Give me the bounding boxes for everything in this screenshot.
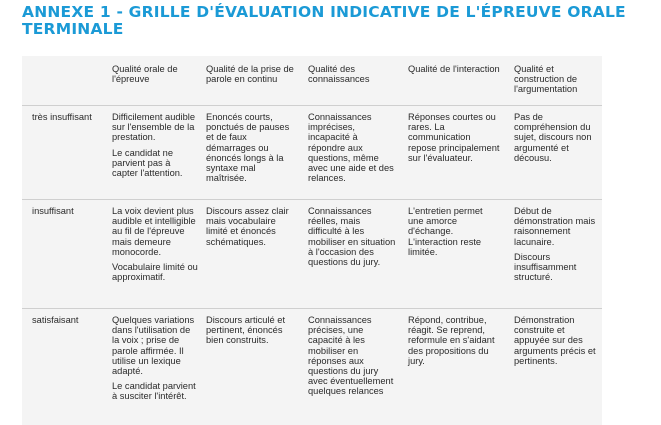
cell-paragraph: La voix devient plus audible et intelligible au fil de l'épreuve mais demeure monocorde. — [112, 206, 196, 257]
table-cell — [206, 112, 296, 183]
table-cell — [206, 315, 296, 346]
cell-paragraph: Enoncés courts, ponctués de pauses et de faux démarrages ou énoncés longs à la syntaxe mal maîtrisée. — [206, 112, 290, 184]
table-cell — [308, 315, 396, 397]
cell-paragraph: Démonstration construite et appuyée sur des arguments précis et pertinents. — [514, 315, 596, 366]
table-cell — [112, 206, 198, 282]
cell-paragraph: Répond, contribue, réagit. Se reprend, reformule en s'aidant des propositions du jury. — [408, 315, 495, 366]
cell-paragraph: Vocabulaire limité ou approximatif. — [112, 262, 198, 283]
table-cell — [408, 315, 500, 366]
cell-paragraph: Début de démonstration mais raisonnement lacunaire. — [514, 206, 596, 247]
column-header — [308, 64, 396, 84]
cell-paragraph: Discours articulé et pertinent, énoncés bien construits. — [206, 315, 286, 346]
table-cell — [112, 112, 198, 178]
table-cell — [308, 206, 396, 267]
cell-paragraph: Connaissances imprécises, incapacité à répondre aux questions, même avec une aide et des relances. — [308, 112, 394, 184]
row-label-text: satisfaisant — [32, 315, 79, 325]
cell-paragraph: Connaissances précises, une capacité à les mobiliser en réponses aux questions du jury avec éventuellement quelques relances — [308, 315, 394, 397]
row-label-text: très insuffisant — [32, 112, 92, 122]
cell-paragraph: Quelques variations dans l'utilisation de la voix ; prise de parole affirmée. Il utilise un lexique adapté. — [112, 315, 195, 377]
cell-paragraph: Discours insuffisamment structuré. — [514, 251, 577, 283]
table-cell — [514, 315, 596, 366]
row-divider — [22, 105, 602, 106]
cell-paragraph: Réponses courtes ou rares. La communication repose principalement sur l'évaluateur. — [408, 112, 500, 163]
row-divider — [22, 308, 602, 309]
table-cell — [112, 315, 198, 402]
row-label — [32, 206, 102, 216]
cell-paragraph: Discours assez clair mais vocabulaire limité et énoncés schématiques. — [206, 206, 289, 247]
table-cell — [408, 206, 500, 257]
cell-paragraph: L'entretien permet une amorce d'échange. L'interaction reste limitée. — [408, 206, 483, 257]
column-header-text: Qualité des connaissances — [308, 64, 370, 85]
table-cell — [514, 206, 596, 282]
page-title — [22, 4, 642, 38]
column-header — [408, 64, 500, 74]
column-header — [206, 64, 296, 84]
table-cell — [206, 206, 296, 247]
cell-paragraph: Le candidat parvient à susciter l'intérêt. — [112, 381, 196, 402]
row-label-text: insuffisant — [32, 206, 74, 216]
column-header-text: Qualité de l'interaction — [408, 64, 500, 74]
column-header-text: Qualité orale de l'épreuve — [112, 64, 178, 85]
evaluation-grid-table — [22, 56, 602, 425]
column-header — [514, 64, 596, 95]
column-header — [112, 64, 198, 84]
table-cell — [408, 112, 500, 163]
cell-paragraph: Pas de compréhension du sujet, discours non argumenté et décousu. — [514, 112, 592, 163]
column-header-text: Qualité de la prise de parole en continu — [206, 64, 294, 85]
title-line-1: ANNEXE 1 - GRILLE D'ÉVALUATION INDICATIVE DE L'ÉPREUVE ORALE — [22, 3, 626, 21]
cell-paragraph: Connaissances réelles, mais difficulté à les mobiliser en situation à l'occasion des questions du jury. — [308, 206, 396, 268]
column-header-text: Qualité et construction de l'argumentation — [514, 64, 578, 95]
row-divider — [22, 199, 602, 200]
cell-paragraph: Le candidat ne parvient pas à capter l'attention. — [112, 147, 183, 179]
cell-paragraph: Difficilement audible sur l'ensemble de la prestation. — [112, 112, 196, 143]
row-label — [32, 315, 102, 325]
row-label — [32, 112, 102, 122]
table-cell — [308, 112, 396, 183]
table-cell — [514, 112, 596, 163]
title-line-2: TERMINALE — [22, 20, 124, 38]
